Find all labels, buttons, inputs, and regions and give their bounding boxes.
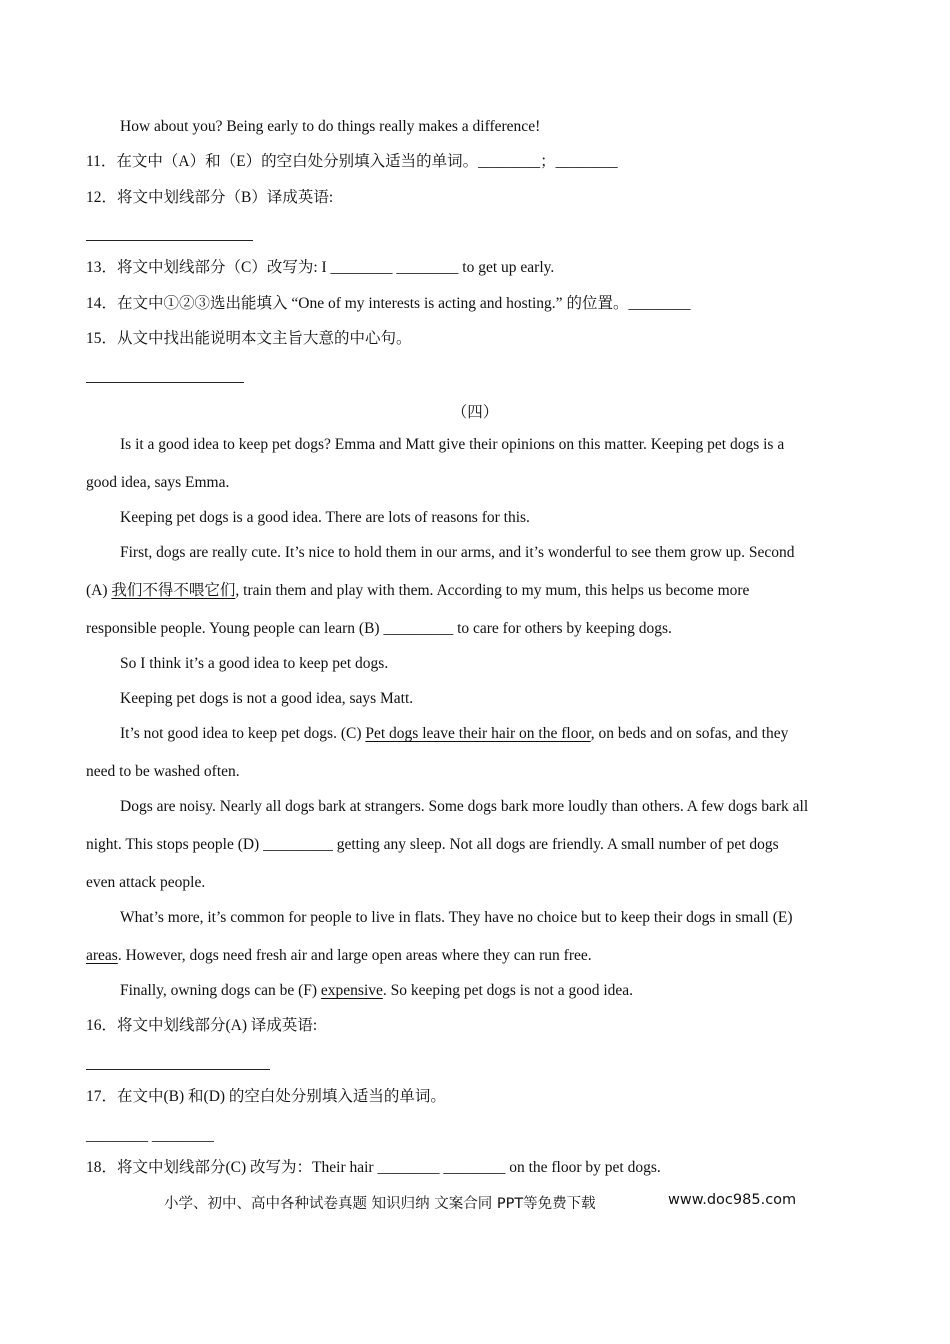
paragraph-8-line-1: What’s more, it’s common for people to live in flats. They have no choice but to keep their dogs in small (E) (120, 909, 793, 926)
text-segment: It’s not good idea to keep pet dogs. (C) (120, 725, 366, 742)
text-segment: , on beds and on sofas, and they (590, 725, 789, 742)
underlined-part-f: expensive (320, 982, 383, 999)
question-13: 13．将文中划线部分（C）改写为: I ________ ________ to get up early. (86, 259, 555, 276)
paragraph-8-line-2 (86, 946, 592, 966)
underlined-part-e: areas (86, 947, 118, 964)
paragraph-1-line-2: good idea, says Emma. (86, 474, 230, 491)
paragraph-6-line-1 (120, 724, 788, 744)
paragraph-1-line-1: Is it a good idea to keep pet dogs? Emma and Matt give their opinions on this matter. Keeping pet dogs is a (120, 436, 785, 453)
text-segment: . However, dogs need fresh air and large open areas where they can run free. (117, 947, 592, 964)
question-16: 16．将文中划线部分(A) 译成英语: (86, 1017, 318, 1034)
passage-closing-line: How about you? Being early to do things really makes a difference! (120, 118, 541, 135)
text-segment: (A) (86, 582, 112, 599)
text-segment: . So keeping pet dogs is not a good idea. (382, 982, 634, 999)
question-18: 18．将文中划线部分(C) 改写为：Their hair ________ ________ on the floor by pet dogs. (86, 1159, 661, 1176)
section-heading: （四） (451, 404, 499, 421)
paragraph-7-line-2: night. This stops people (D) _________ getting any sleep. Not all dogs are friendly. A small number of pet dogs (86, 836, 779, 853)
answer-blanks-17: ________ ________ (86, 1127, 214, 1144)
paragraph-9 (120, 981, 633, 1001)
paragraph-2: Keeping pet dogs is a good idea. There are lots of reasons for this. (120, 509, 530, 526)
question-12: 12．将文中划线部分（B）译成英语: (86, 189, 334, 206)
underlined-part-c: Pet dogs leave their hair on the floor (365, 725, 591, 742)
answer-line-12 (86, 240, 253, 241)
footer-link[interactable]: www.doc985.com (668, 1192, 797, 1208)
paragraph-6-line-2: need to be washed often. (86, 763, 240, 780)
paragraph-7-line-1: Dogs are noisy. Nearly all dogs bark at strangers. Some dogs bark more loudly than others. A few dogs bark all (120, 798, 809, 815)
question-11: 11．在文中（A）和（E）的空白处分别填入适当的单词。________；________ (86, 153, 618, 170)
answer-line-15 (86, 382, 244, 383)
paragraph-3-line-2 (86, 581, 749, 601)
footer-text: 小学、初中、高中各种试卷真题 知识归纳 文案合同 PPT等免费下载 (164, 1196, 596, 1212)
paragraph-7-line-3: even attack people. (86, 874, 206, 891)
question-15: 15．从文中找出能说明本文主旨大意的中心句。 (86, 330, 412, 347)
paragraph-3-line-3: responsible people. Young people can learn (B) _________ to care for others by keeping dogs. (86, 620, 672, 637)
text-segment: Finally, owning dogs can be (F) (120, 982, 321, 999)
answer-line-16 (86, 1069, 270, 1070)
text-segment: , train them and play with them. According to my mum, this helps us become more (235, 582, 750, 599)
underlined-part-a: 我们不得不喂它们 (111, 582, 236, 599)
paragraph-3-line-1: First, dogs are really cute. It’s nice to hold them in our arms, and it’s wonderful to see them grow up. Second (120, 544, 795, 561)
question-17: 17．在文中(B) 和(D) 的空白处分别填入适当的单词。 (86, 1088, 446, 1105)
paragraph-4: So I think it’s a good idea to keep pet dogs. (120, 655, 389, 672)
paragraph-5: Keeping pet dogs is not a good idea, says Matt. (120, 690, 414, 707)
question-14: 14．在文中①②③选出能填入 “One of my interests is acting and hosting.” 的位置。________ (86, 295, 691, 312)
